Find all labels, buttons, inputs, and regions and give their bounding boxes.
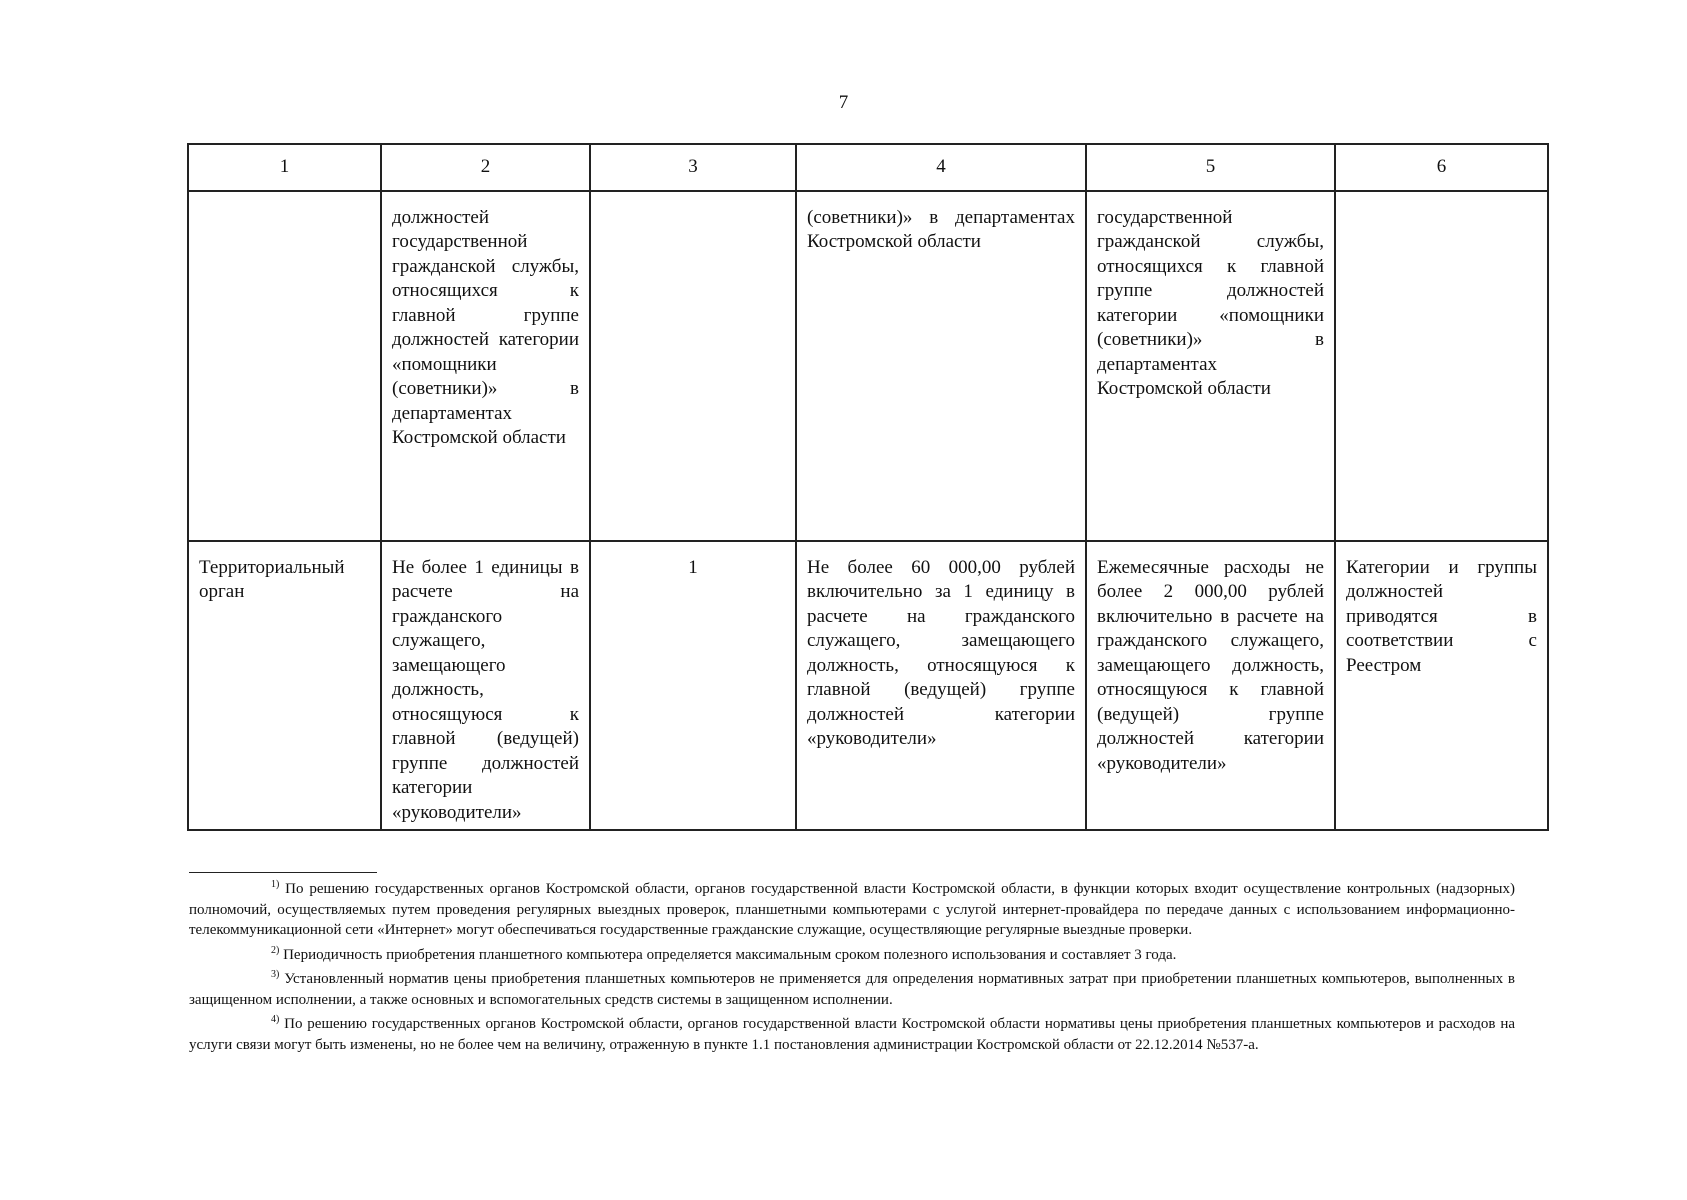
footnote: [189, 965, 1515, 1010]
header-cell: 6: [1335, 144, 1548, 191]
footnote-mark: 4): [271, 1014, 280, 1025]
footnote-text: Периодичность приобретения планшетного компьютера определяется максимальным сроком полезного использования и составляет 3 года.: [283, 946, 1177, 963]
footnote-text: Установленный норматив цены приобретения планшетных компьютеров не применяется для определения нормативных затрат при приобретении планшетных компьютеров, выполненных в защищенном исполнении, а также основных и вспомогательных средств системы в защищенном исполнении.: [189, 971, 1515, 1008]
footnote-text: По решению государственных органов Костромской области, органов государственной власти Костромской области нормативы цены приобретения планшетных компьютеров и расходов на услуги связи могут быть изменены, но не более чем на величину, отраженную в пункте 1.1 постановления администрации Костромской области от 22.12.2014 №537-а.: [189, 1016, 1515, 1053]
table-cell: [590, 191, 796, 541]
footnote-mark: 2): [271, 944, 280, 956]
footnote-text: По решению государственных органов Костромской области, органов государственной власти Костромской области, в функции которых входит осуществление контрольных (надзорных) полномочий, осуществляемых путем проведения регулярных выездных проверок, планшетными компьютерами с услугой интернет-провайдера по передаче данных с использованием информационно-телекоммуникационной сети «Интернет» могут обеспечиваться государственные гражданские служащие, осуществляющие регулярные выездные проверки.: [189, 881, 1515, 938]
footnote: [189, 1010, 1515, 1055]
table-row: [188, 541, 1548, 831]
footnote-mark: 1): [271, 879, 280, 890]
table-cell: [188, 191, 381, 541]
header-cell: 1: [188, 144, 381, 191]
page-number: 7: [838, 92, 849, 113]
header-cell: 2: [381, 144, 590, 191]
table-cell: (советники)» в департаментах Костромской области: [796, 191, 1086, 541]
table-cell: Территориальный орган: [188, 541, 381, 831]
table-cell: Не более 60 000,00 рублей включительно за 1 единицу в расчете на гражданского служащего, замещающего должность, относящуюся к главной (ведущей) группе должностей категории «руководители»: [796, 541, 1086, 831]
table-row: [188, 191, 1548, 541]
footnote-mark: 3): [271, 969, 280, 980]
table-cell: Категории и группы должностей приводятся в соответствии с Реестром: [1335, 541, 1548, 831]
footnotes: [189, 875, 1515, 1055]
header-cell: 3: [590, 144, 796, 191]
data-table: [187, 143, 1549, 831]
table-cell: государственной гражданской службы, относящихся к главной группе должностей категории «помощники (советники)» в департаментах Костромской области: [1086, 191, 1335, 541]
table-cell: [1335, 191, 1548, 541]
table-cell: Не более 1 единицы в расчете на гражданского служащего, замещающего должность, относящуюся к главной (ведущей) группе должностей категории «руководители»: [381, 541, 590, 831]
table-cell: должностей государственной гражданской службы, относящихся к главной группе должностей категории «помощники (советники)» в департаментах Костромской области: [381, 191, 590, 541]
header-cell: 4: [796, 144, 1086, 191]
footnote: [189, 941, 1515, 966]
table-cell: 1: [590, 541, 796, 831]
table-header-row: [188, 144, 1548, 191]
table-cell: Ежемесячные расходы не более 2 000,00 рублей включительно в расчете на гражданского служащего, замещающего должность, относящуюся к главной (ведущей) группе должностей категории «руководители»: [1086, 541, 1335, 831]
footnote-separator: [189, 872, 377, 873]
header-cell: 5: [1086, 144, 1335, 191]
footnote: [189, 875, 1515, 941]
